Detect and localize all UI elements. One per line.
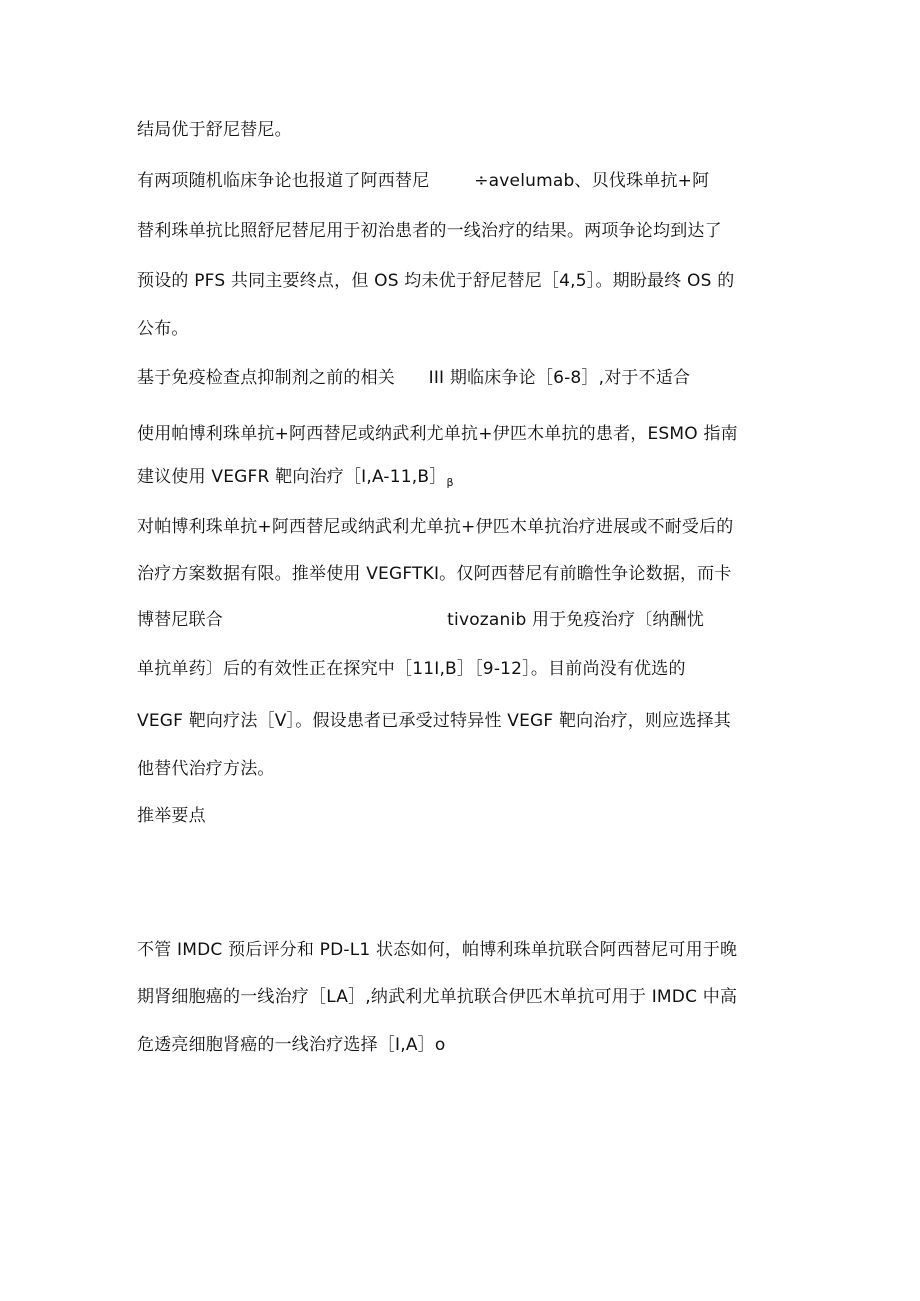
text-line-16: 不管 IMDC 预后评分和 PD-L1 状态如何，帕博利珠单抗联合阿西替尼可用于晚 bbox=[137, 940, 738, 960]
text-line-4: 预设的 PFS 共同主要终点，但 OS 均未优于舒尼替尼［4,5］。期盼最终 OS 的 bbox=[137, 271, 735, 291]
text-line-14: 他替代治疗方法。 bbox=[137, 759, 275, 779]
text-line-17: 期肾细胞癌的一线治疗［LA］,纳武利尤单抗联合伊匹木单抗可用于 IMDC 中高 bbox=[137, 987, 738, 1007]
text-line-10: 治疗方案数据有限。推举使用 VEGFTKI。仅阿西替尼有前瞻性争论数据，而卡 bbox=[137, 564, 732, 584]
text-line-18: 危透亮细胞肾癌的一线治疗选择［I,A］o bbox=[137, 1035, 446, 1055]
text-line-13: VEGF 靶向疗法［V］。假设患者已承受过特异性 VEGF 靶向治疗，则应选择其 bbox=[137, 711, 731, 731]
text-line-2: 有两项随机临床争论也报道了阿西替尼 ÷avelumab、贝伐珠单抗+阿 bbox=[137, 171, 710, 191]
text-line-7: 使用帕博利珠单抗+阿西替尼或纳武利尤单抗+伊匹木单抗的患者，ESMO 指南 bbox=[137, 424, 738, 444]
text-line-12: 单抗单药〕后的有效性正在探究中［11I,B］［9-12］。目前尚没有优选的 bbox=[137, 659, 686, 679]
text-line-5: 公布。 bbox=[137, 319, 189, 339]
text-line-11: 博替尼联合 tivozanib 用于免疫治疗〔纳酬忧 bbox=[137, 610, 705, 630]
subscript-mark: β bbox=[446, 476, 454, 489]
text-line-8 bbox=[137, 466, 454, 494]
text-line-1: 结局优于舒尼替尼。 bbox=[137, 120, 292, 140]
section-heading: 推举要点 bbox=[137, 806, 206, 826]
text-line-3: 替利珠单抗比照舒尼替尼用于初治患者的一线治疗的结果。两项争论均到达了 bbox=[137, 221, 722, 241]
text-line-8-body: 建议使用 VEGFR 靶向治疗［I,A-11,B］ bbox=[137, 467, 447, 487]
text-line-9: 对帕博利珠单抗+阿西替尼或纳武利尤单抗+伊匹木单抗治疗进展或不耐受后的 bbox=[137, 517, 734, 537]
text-line-6: 基于免疫检查点抑制剂之前的相关 III 期临床争论［6-8］,对于不适合 bbox=[137, 368, 691, 388]
